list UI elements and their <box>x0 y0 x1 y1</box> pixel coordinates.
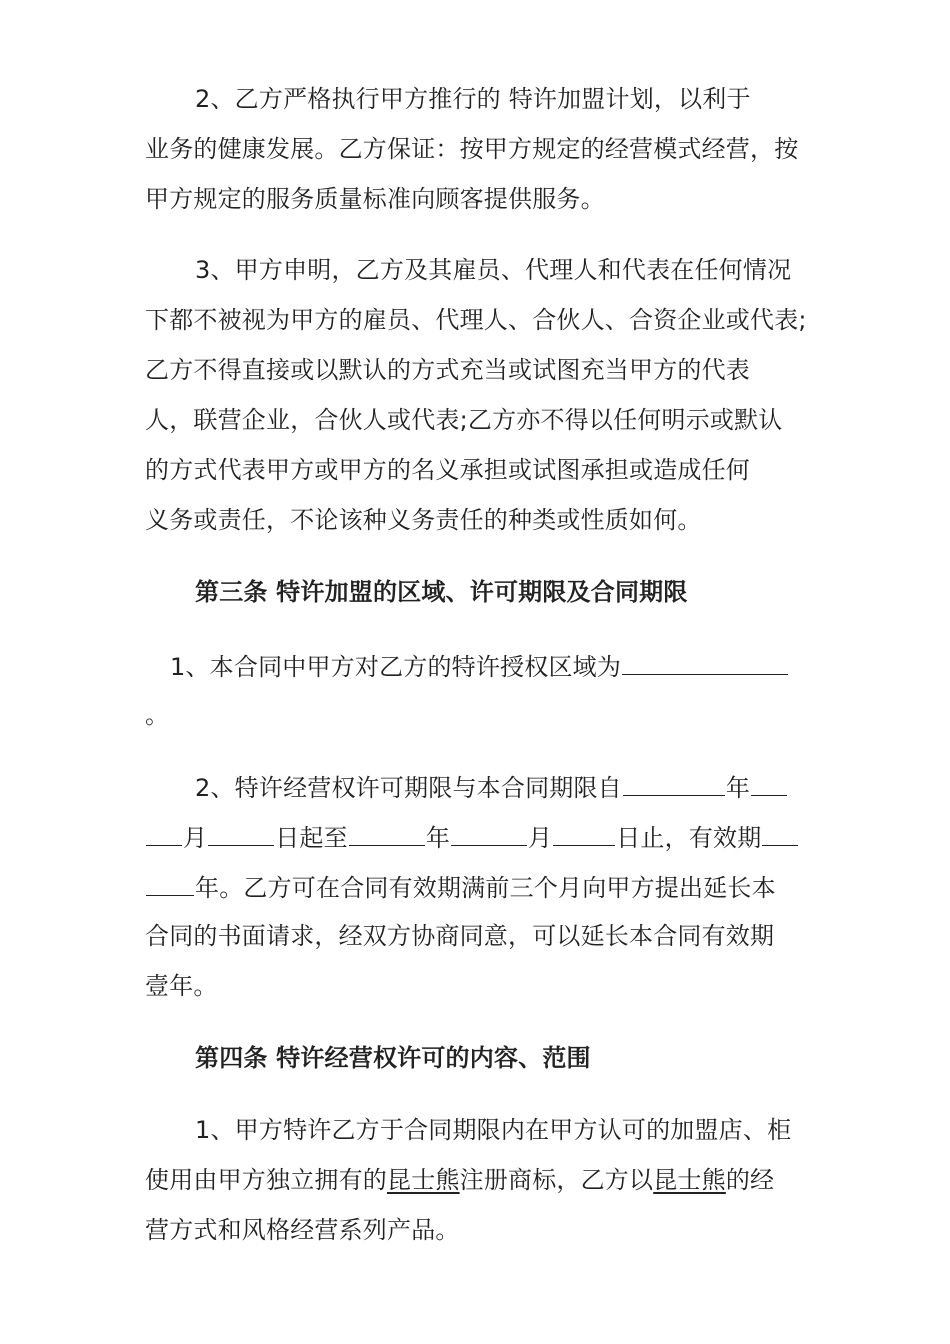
day-to-label: 日止，有效期 <box>616 824 762 852</box>
end-year-blank[interactable] <box>349 819 425 846</box>
article3-item1-text: 1、本合同中甲方对乙方的特许授权区域为 <box>170 653 622 681</box>
para3-line5: 的方式代表甲方或甲方的名义承担或试图承担或造成任何 <box>145 456 750 484</box>
para3-line6: 义务或责任，不论该种义务责任的种类或性质如何。 <box>145 506 702 534</box>
para2-line2: 业务的健康发展。乙方保证：按甲方规定的经营模式经营，按 <box>145 135 799 163</box>
start-month-blank-part2[interactable] <box>146 819 182 846</box>
para2-line1: 2、乙方严格执行甲方推行的 特许加盟计划，以利于 <box>195 85 751 113</box>
para3-line4: 人，联营企业，合伙人或代表;乙方亦不得以任何明示或默认 <box>145 406 783 434</box>
brand-name: 昆士熊 <box>387 1166 460 1194</box>
end-day-blank[interactable] <box>553 819 615 846</box>
article3-item2-line4: 合同的书面请求，经双方协商同意，可以延长本合同有效期 <box>145 922 775 950</box>
article3-item1-end: 。 <box>145 701 170 729</box>
article4-line2-b: 注册商标，乙方以 <box>459 1166 654 1194</box>
article3-item2-line5: 壹年。 <box>145 972 218 1000</box>
article3-item2-line1 <box>195 769 788 805</box>
year2-label: 年 <box>425 824 451 852</box>
start-year-blank[interactable] <box>623 769 725 796</box>
article3-item2-line3 <box>145 869 776 905</box>
end-month-blank[interactable] <box>451 819 527 846</box>
para3-line1: 3、甲方申明，乙方及其雇员、代理人和代表在任何情况 <box>195 256 792 284</box>
year-label: 年 <box>725 774 751 802</box>
article4-item1-line1: 1、甲方特许乙方于合同期限内在甲方认可的加盟店、柜 <box>195 1116 792 1144</box>
para3-line3: 乙方不得直接或以默认的方式充当或试图充当甲方的代表 <box>145 356 750 384</box>
article4-line2-c: 的经 <box>725 1166 775 1194</box>
region-blank-field[interactable] <box>622 648 788 675</box>
years-unit-text: 年。乙方可在合同有效期满前三个月向甲方提出延长本 <box>195 874 776 902</box>
para2-line3: 甲方规定的服务质量标准向顾客提供服务。 <box>145 185 605 213</box>
validity-years-blank-part1[interactable] <box>762 819 798 846</box>
validity-years-blank-part2[interactable] <box>146 869 194 896</box>
day-from-label: 日起至 <box>275 824 348 852</box>
article3-heading: 第三条 特许加盟的区域、许可期限及合同期限 <box>195 578 688 606</box>
start-month-blank-part1[interactable] <box>751 769 787 796</box>
month-label: 月 <box>183 824 208 852</box>
brand-name-2: 昆士熊 <box>653 1166 726 1194</box>
month2-label: 月 <box>528 824 553 852</box>
article4-item1-line3: 营方式和风格经营系列产品。 <box>145 1216 460 1244</box>
article4-line2-a: 使用由甲方独立拥有的 <box>145 1166 387 1194</box>
start-day-blank[interactable] <box>208 819 274 846</box>
article3-item2-line2 <box>145 819 799 855</box>
article4-heading: 第四条 特许经营权许可的内容、范围 <box>195 1044 591 1072</box>
para3-line2: 下都不被视为甲方的雇员、代理人、合伙人、合资企业或代表; <box>145 306 807 334</box>
term-text: 2、特许经营权许可期限与本合同期限自 <box>195 774 622 802</box>
article4-item1-line2 <box>145 1163 774 1197</box>
article3-item1-line1 <box>170 648 789 684</box>
